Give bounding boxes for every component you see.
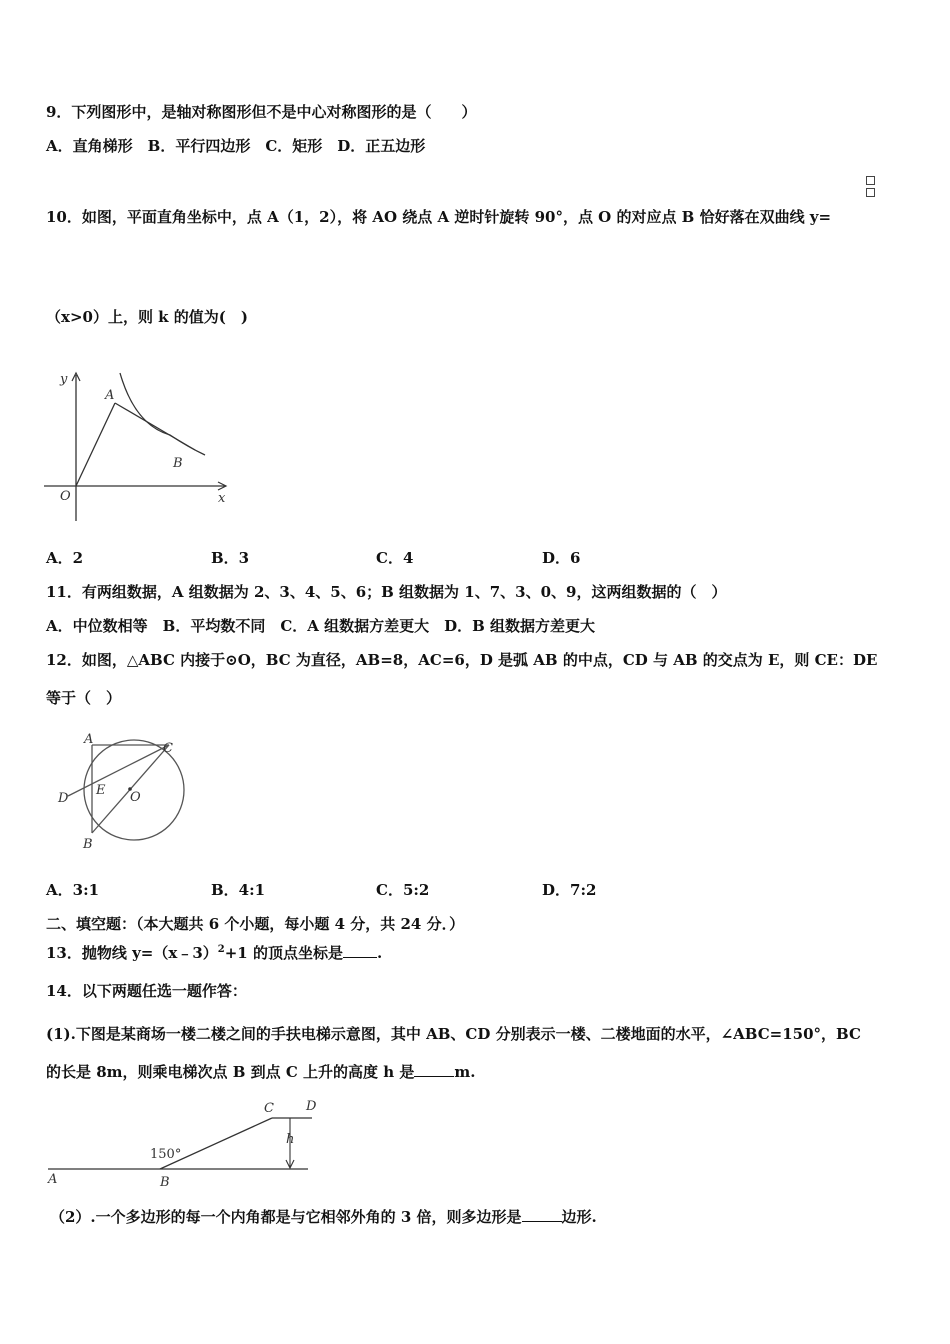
q12-option-c: C．5:2 <box>376 881 430 899</box>
label-b: B <box>173 456 183 471</box>
label-y: y <box>60 372 68 387</box>
fraction-placeholder-icon <box>866 176 876 200</box>
q13-text-after: +1 的顶点坐标是 <box>224 944 343 962</box>
q14-part2-line <box>50 1207 597 1227</box>
q14-part2-text: （2）.一个多边形的每一个内角都是与它相邻外角的 3 倍，则多边形是 <box>50 1208 522 1226</box>
label-d: D <box>58 791 69 806</box>
label-a: A <box>105 388 115 403</box>
label-b: B <box>83 837 93 852</box>
q10-stem-line2: （x>0）上，则 k 的值为( ) <box>46 308 248 326</box>
q13-answer-blank[interactable] <box>343 957 377 958</box>
q10-figure <box>40 365 240 530</box>
label-o: O <box>60 489 71 504</box>
q14-part1-answer-blank[interactable] <box>414 1076 454 1077</box>
q10-option-c: C．4 <box>376 549 414 567</box>
q14-escalator-figure <box>40 1094 330 1190</box>
q10-stem-line1: 10．如图，平面直角坐标中，点 A（1，2），将 AO 绕点 A 逆时针旋转 90°，点 O 的对应点 B 恰好落在双曲线 y= <box>46 208 832 226</box>
q14-part1-unit: m. <box>454 1063 476 1081</box>
label-a: A <box>84 732 94 747</box>
label-d: D <box>306 1099 317 1114</box>
q13-exponent: 2 <box>217 944 225 955</box>
q13-text-before: 13．抛物线 y=（x﹣3） <box>46 944 218 962</box>
label-e: E <box>96 783 106 798</box>
q14-part2-answer-blank[interactable] <box>522 1221 562 1222</box>
q13-end: . <box>376 944 383 962</box>
q14-part1-text: 的长是 8m，则乘电梯次点 B 到点 C 上升的高度 h 是 <box>46 1063 415 1081</box>
label-a: A <box>48 1172 58 1187</box>
q14-part1-line2 <box>46 1062 475 1082</box>
q12-option-b: B．4:1 <box>211 881 266 899</box>
q10-option-b: B．3 <box>211 549 250 567</box>
q14-part1-line1: (1).下图是某商场一楼二楼之间的手扶电梯示意图，其中 AB、CD 分别表示一楼、二楼地面的水平，∠ABC=150°，BC <box>46 1025 861 1043</box>
label-angle: 150° <box>150 1147 182 1162</box>
label-c: C <box>264 1101 274 1116</box>
q11-stem: 11．有两组数据，A 组数据为 2、3、4、5、6；B 组数据为 1、7、3、0、9，这两组数据的（ ） <box>46 583 727 601</box>
q9-options: A．直角梯形 B．平行四边形 C．矩形 D．正五边形 <box>46 137 426 155</box>
q12-option-d: D．7:2 <box>542 881 597 899</box>
label-o: O <box>130 790 141 805</box>
label-x: x <box>218 491 226 506</box>
q12-figure <box>50 728 200 853</box>
q10-option-a: A．2 <box>46 549 84 567</box>
segment-cd <box>68 745 169 796</box>
label-b: B <box>160 1175 170 1190</box>
q12-option-a: A．3:1 <box>46 881 100 899</box>
label-h: h <box>286 1132 295 1147</box>
q12-stem-line2: 等于（ ） <box>46 689 122 707</box>
q14-part2-end: 边形. <box>561 1208 597 1226</box>
q9-stem: 9．下列图形中，是轴对称图形但不是中心对称图形的是（ ） <box>46 103 477 121</box>
segment-ao <box>76 403 115 486</box>
q11-options: A．中位数相等 B．平均数不同 C．A 组数据方差更大 D．B 组数据方差更大 <box>46 617 596 635</box>
section2-heading: 二、填空题：（本大题共 6 个小题，每小题 4 分，共 24 分．） <box>46 915 465 933</box>
q10-option-d: D．6 <box>542 549 581 567</box>
q12-stem-line1: 12．如图，△ABC 内接于⊙O，BC 为直径，AB=8，AC=6，D 是弧 AB 的中点，CD 与 AB 的交点为 E，则 CE：DE <box>46 651 878 669</box>
q13-line <box>46 940 382 963</box>
q14-stem: 14．以下两题任选一题作答： <box>46 982 247 1000</box>
label-c: C <box>163 741 173 756</box>
